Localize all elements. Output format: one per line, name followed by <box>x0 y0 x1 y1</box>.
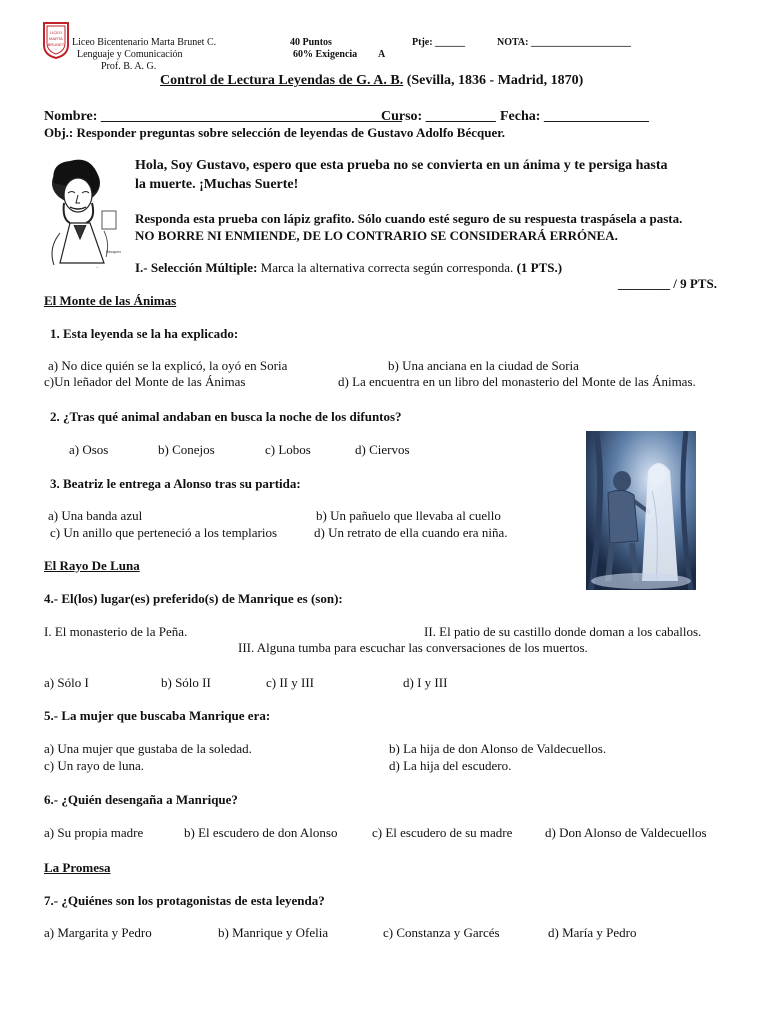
q4-statement-iii: III. Alguna tumba para escuchar las conversaciones de los muertos. <box>238 640 588 655</box>
nota-field[interactable]: NOTA: ____________________ <box>497 37 631 48</box>
question-2: 2. ¿Tras qué animal andaban en busca la noche de los difuntos? <box>50 409 402 424</box>
q7-option-d[interactable]: d) María y Pedro <box>548 925 637 940</box>
q6-option-d[interactable]: d) Don Alonso de Valdecuellos <box>545 825 707 840</box>
section-title-monte: El Monte de las Ánimas <box>44 293 177 308</box>
q1-option-b[interactable]: b) Una anciana en la ciudad de Soria <box>388 358 579 373</box>
fecha-field[interactable]: Fecha: _______________ <box>500 109 649 124</box>
q6-option-b[interactable]: b) El escudero de don Alonso <box>184 825 338 840</box>
question-4: 4.- El(los) lugar(es) preferido(s) de Manrique es (son): <box>44 591 343 606</box>
form-letter: A <box>378 49 386 60</box>
ptje-field[interactable]: Ptje: ______ <box>412 37 466 48</box>
svg-text:BRUNET: BRUNET <box>47 42 65 47</box>
q1-option-d[interactable]: d) La encuentra en un libro del monasterio del Monte de las Ánimas. <box>338 374 696 389</box>
q3-option-c[interactable]: c) Un anillo que perteneció a los templarios <box>50 525 278 540</box>
greeting-line-2: la muerte. ¡Muchas Suerte! <box>135 177 299 192</box>
question-6: 6.- ¿Quién desengaña a Manrique? <box>44 792 238 807</box>
question-3: 3. Beatriz le entrega a Alonso tras su partida: <box>50 476 301 491</box>
page-title: Control de Lectura Leyendas de G. A. B. (Sevilla, 1836 - Madrid, 1870) <box>160 73 584 88</box>
svg-text:MARTA: MARTA <box>49 36 63 41</box>
score-field[interactable]: ________ / 9 PTS. <box>618 276 717 291</box>
q7-option-c[interactable]: c) Constanza y Garcés <box>383 925 500 940</box>
q4-option-c[interactable]: c) II y III <box>266 675 314 690</box>
curso-field[interactable]: Curso: __________ <box>381 109 496 124</box>
q6-option-c[interactable]: c) El escudero de su madre <box>372 825 513 840</box>
q4-option-a[interactable]: a) Sólo I <box>44 675 89 690</box>
school-crest-icon <box>42 21 70 59</box>
q1-option-a[interactable]: a) No dice quién se la explicó, la oyó en Soria <box>48 358 288 373</box>
subject-name: Lenguaje y Comunicación <box>77 49 183 60</box>
section-instruction: I.- Selección Múltiple: Marca la alternativa correcta según corresponda. (1 PTS.) <box>135 260 563 275</box>
nombre-field[interactable]: Nombre: ___________________________________________ <box>44 109 402 124</box>
q2-option-d[interactable]: d) Ciervos <box>355 442 410 457</box>
q4-statement-i: I. El monasterio de la Peña. <box>44 624 188 639</box>
q3-option-d[interactable]: d) Un retrato de ella cuando era niña. <box>314 525 508 540</box>
q5-option-a[interactable]: a) Una mujer que gustaba de la soledad. <box>44 741 252 756</box>
greeting-line-1: Hola, Soy Gustavo, espero que esta prueba no se convierta en un ánima y te persiga hasta <box>135 158 668 173</box>
svg-text:LICEO: LICEO <box>49 30 63 35</box>
school-name: Liceo Bicentenario Marta Brunet C. <box>72 37 217 48</box>
q3-option-a[interactable]: a) Una banda azul <box>48 508 143 523</box>
q5-option-d[interactable]: d) La hija del escudero. <box>389 758 512 773</box>
q7-option-a[interactable]: a) Margarita y Pedro <box>44 925 152 940</box>
question-1: 1. Esta leyenda se la ha explicado: <box>50 326 239 341</box>
knight-and-ghost-lady <box>586 431 696 590</box>
question-7: 7.- ¿Quiénes son los protagonistas de esta leyenda? <box>44 893 325 908</box>
q4-option-b[interactable]: b) Sólo II <box>161 675 211 690</box>
q6-option-a[interactable]: a) Su propia madre <box>44 825 144 840</box>
teacher-name: Prof. B. A. G. <box>101 61 157 72</box>
svg-text:Bécquer: Bécquer <box>106 249 121 254</box>
question-5: 5.- La mujer que buscaba Manrique era: <box>44 708 271 723</box>
q4-option-d[interactable]: d) I y III <box>403 675 448 690</box>
q2-option-a[interactable]: a) Osos <box>69 442 109 457</box>
q5-option-b[interactable]: b) La hija de don Alonso de Valdecuellos. <box>389 741 607 756</box>
q7-option-b[interactable]: b) Manrique y Ofelia <box>218 925 329 940</box>
exigencia: 60% Exigencia <box>293 49 358 60</box>
instructions-line-2: NO BORRE NI ENMIENDE, DE LO CONTRARIO SE CONSIDERARÁ ERRÓNEA. <box>135 228 618 243</box>
svg-text:~: ~ <box>96 265 99 270</box>
section-title-promesa: La Promesa <box>44 860 111 875</box>
instructions-line-1: Responda esta prueba con lápiz grafito. Sólo cuando esté seguro de su respuesta traspásela a pasta. <box>135 211 683 226</box>
becquer-caricature <box>40 153 126 273</box>
q4-statement-ii: II. El patio de su castillo donde doman a los caballos. <box>424 624 702 639</box>
q2-option-c[interactable]: c) Lobos <box>265 442 311 457</box>
total-points: 40 Puntos <box>290 37 332 48</box>
section-title-rayo: El Rayo De Luna <box>44 558 140 573</box>
q2-option-b[interactable]: b) Conejos <box>158 442 215 457</box>
q1-option-c[interactable]: c)Un leñador del Monte de las Ánimas <box>44 374 246 389</box>
objective: Obj.: Responder preguntas sobre selección de leyendas de Gustavo Adolfo Bécquer. <box>44 125 506 140</box>
q5-option-c[interactable]: c) Un rayo de luna. <box>44 758 144 773</box>
q3-option-b[interactable]: b) Un pañuelo que llevaba al cuello <box>316 508 501 523</box>
